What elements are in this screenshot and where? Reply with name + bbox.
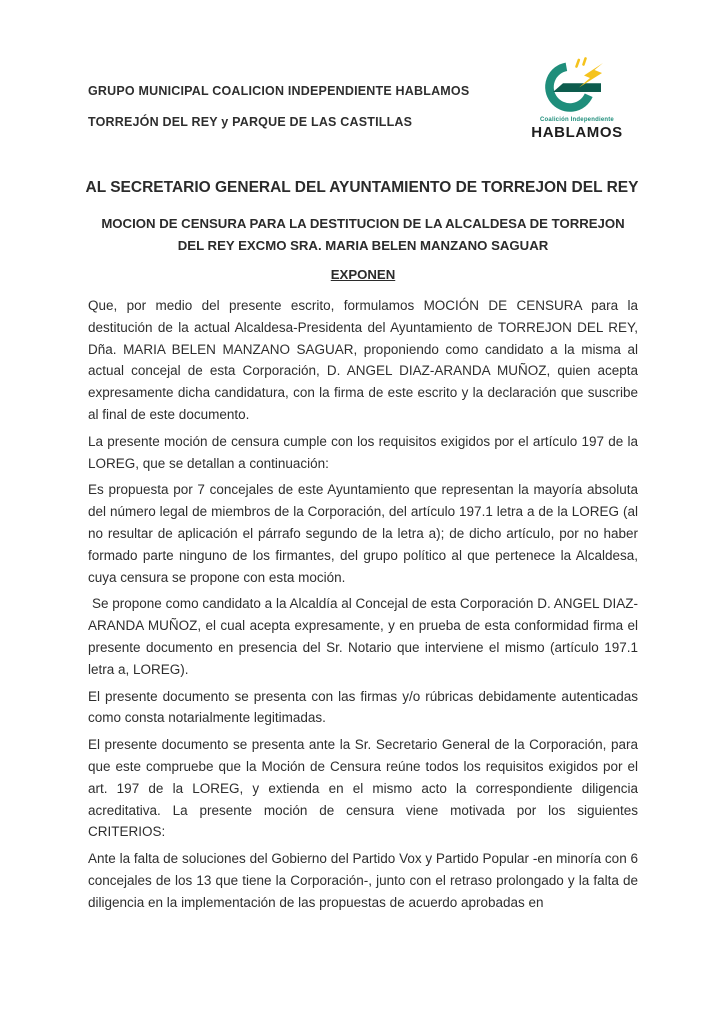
section-heading-exponen: EXPONEN <box>330 267 396 282</box>
body-paragraph: Es propuesta por 7 concejales de este Ayuntamiento que representan la mayoría absoluta del número legal de miembros de la Corporación, del artículo 197.1 letra a de la LOREG (al no resultar de aplicación el párrafo segundo de la letra a); de dicho artículo, por no haber formado parte ninguno de los firmantes, del grupo político al que pertenece la Alcaldesa, cuya censura se propone con esta moción. <box>88 482 638 585</box>
document-body <box>88 295 638 919</box>
logo-brand: HABLAMOS <box>531 124 623 141</box>
body-paragraph: La presente moción de censura cumple con los requisitos exigidos por el artículo 197 de la LOREG, que se detallan a continuación: <box>88 433 638 471</box>
document-title: AL SECRETARIO GENERAL DEL AYUNTAMIENTO DE TORREJON DEL REY <box>85 179 639 196</box>
subtitle-line: DEL REY EXCMO SRA. MARIA BELEN MANZANO SAGUAR <box>177 238 549 254</box>
subtitle-line: MOCION DE CENSURA PARA LA DESTITUCION DE LA ALCALDESA DE TORREJON <box>101 216 625 231</box>
group-name-line2: TORREJÓN DEL REY y PARQUE DE LAS CASTILLAS <box>88 115 413 129</box>
body-paragraph: Se propone como candidato a la Alcaldía al Concejal de esta Corporación D. ANGEL DIAZ-ARANDA MUÑOZ, el cual acepta expresamente, y en prueba de esta conformidad firma el presente documento en presencia del Sr. Notario que interviene el mismo (artículo 197.1 letra a, LOREG). <box>88 596 638 677</box>
body-paragraph: Que, por medio del presente escrito, formulamos MOCIÓN DE CENSURA para la destitución de la actual Alcaldesa-Presidenta del Ayuntamiento de TORREJON DEL REY, Dña. MARIA BELEN MANZANO SAGUAR, proponiendo como candidato a la misma al actual concejal de esta Corporación, D. ANGEL DIAZ-ARANDA MUÑOZ, quien acepta expresamente dicha candidatura, con la firma de este escrito y la declaración que suscribe al final de este documento. <box>88 298 638 422</box>
body-paragraph: El presente documento se presenta con las firmas y/o rúbricas debidamente autenticadas como consta notarialmente legitimadas. <box>88 688 638 726</box>
logo-tagline: Coalición Independiente <box>540 117 614 123</box>
document-subtitle <box>88 213 638 258</box>
body-paragraph: Ante la falta de soluciones del Gobierno del Partido Vox y Partido Popular -en minoría con 6 concejales de los 13 que tiene la Corporación-, junto con el retraso prolongado y la falta de diligencia en la implementación de las propuestas de acuerdo aprobadas en <box>88 851 638 910</box>
hablamos-logo <box>529 57 625 140</box>
logo-g-icon <box>530 57 624 115</box>
body-paragraph: El presente documento se presenta ante la Sr. Secretario General de la Corporación, para que este compruebe que la Moción de Censura reúne todos los requisitos exigidos por el art. 197 de la LOREG, y extienda en el mismo acto la correspondiente diligencia acreditativa. La presente moción de censura viene motivada por los siguientes CRITERIOS: <box>88 737 638 840</box>
group-name-line1: GRUPO MUNICIPAL COALICION INDEPENDIENTE HABLAMOS <box>88 84 470 98</box>
